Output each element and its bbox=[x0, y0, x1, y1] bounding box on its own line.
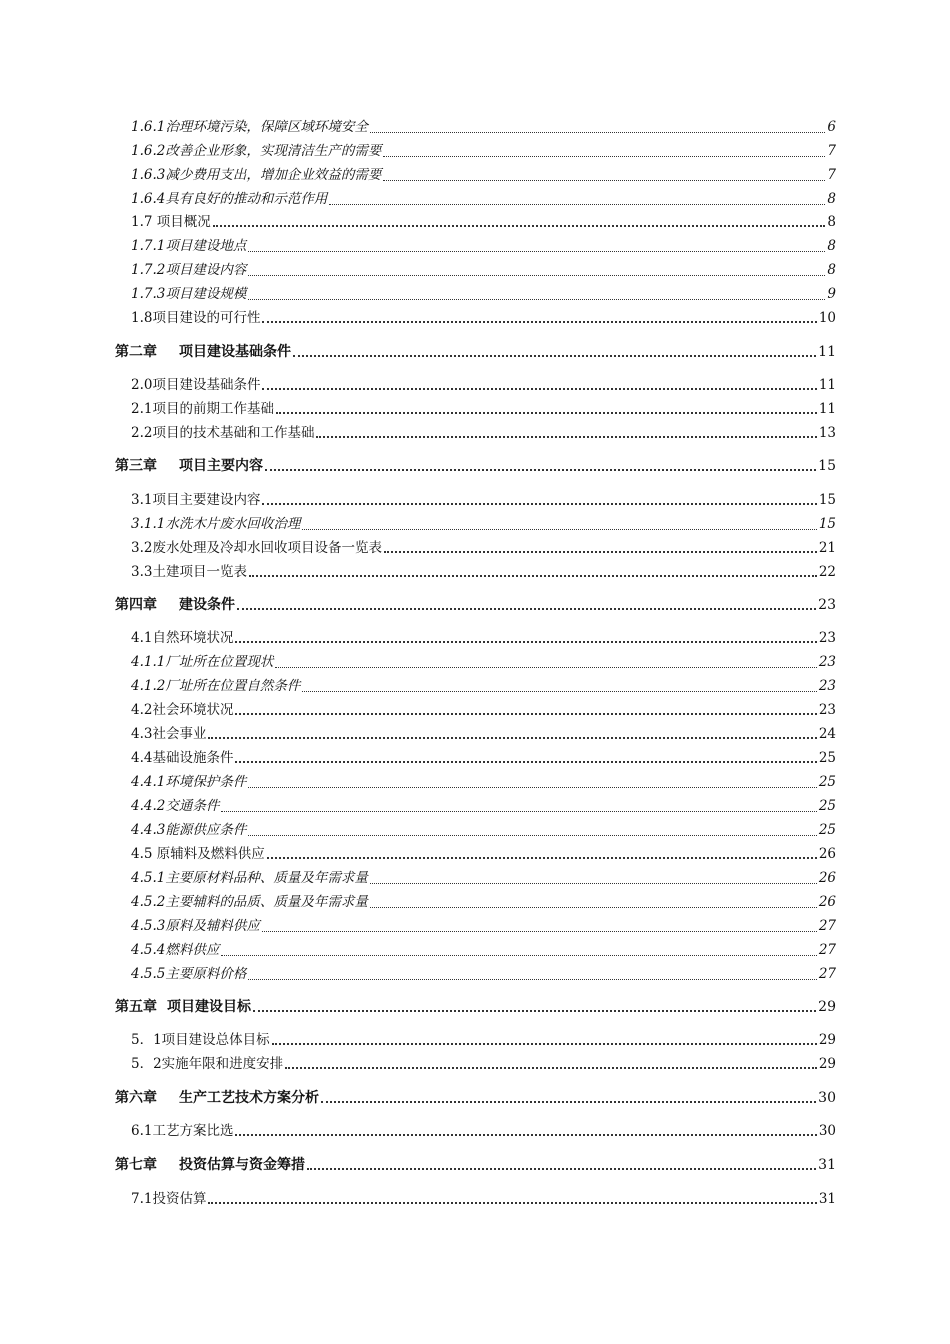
toc-page-number: 13 bbox=[818, 425, 836, 441]
toc-page-number: 7 bbox=[827, 167, 836, 183]
toc-entry-title: 1.6.4具有良好的推动和示范作用 bbox=[131, 191, 328, 207]
dot-leader bbox=[275, 667, 816, 668]
toc-entry-title: 7.1投资估算 bbox=[131, 1191, 207, 1207]
toc-entry-title: 2.0项目建设基础条件 bbox=[131, 377, 261, 393]
toc-entry[interactable] bbox=[131, 1030, 836, 1050]
toc-entry-title: 4.3社会事业 bbox=[131, 726, 207, 742]
toc-page-number: 8 bbox=[827, 214, 836, 230]
toc-page-number: 11 bbox=[818, 344, 836, 360]
toc-page-number: 23 bbox=[818, 597, 836, 613]
toc-entry-title: 4.5.4燃料供应 bbox=[131, 942, 220, 958]
dot-leader bbox=[302, 691, 816, 692]
toc-entry-title: 3.1.1水洗木片废水回收治理 bbox=[131, 516, 301, 532]
dot-leader bbox=[262, 321, 816, 323]
toc-entry-title bbox=[115, 342, 291, 362]
toc-entry[interactable] bbox=[131, 748, 836, 768]
toc-entry[interactable] bbox=[131, 490, 836, 510]
toc-page-number: 15 bbox=[818, 458, 836, 474]
toc-entry-title: 4.5.5主要原料价格 bbox=[131, 966, 247, 982]
toc-entry-title bbox=[115, 1155, 305, 1175]
toc-entry[interactable] bbox=[131, 676, 836, 696]
dot-leader bbox=[248, 835, 816, 836]
toc-entry[interactable] bbox=[131, 724, 836, 744]
toc-page-number: 26 bbox=[818, 846, 836, 862]
dot-leader bbox=[276, 412, 817, 414]
toc-page-number: 27 bbox=[818, 918, 836, 934]
toc-entry[interactable] bbox=[131, 1054, 836, 1074]
toc-entry[interactable] bbox=[131, 514, 836, 534]
toc-entry-title: 1.6.1治理环境污染，保障区域环境安全 bbox=[131, 119, 368, 135]
dot-leader bbox=[213, 225, 826, 227]
toc-page-number: 23 bbox=[818, 678, 836, 694]
toc-page-number: 23 bbox=[818, 702, 836, 718]
chapter-title: 建设条件 bbox=[179, 597, 235, 613]
toc-page-number: 15 bbox=[818, 492, 836, 508]
toc-entry-title: 4.5.1主要原材料品种、质量及年需求量 bbox=[131, 870, 368, 886]
toc-page-number: 24 bbox=[818, 726, 836, 742]
toc-chapter-entry[interactable] bbox=[115, 342, 836, 362]
dot-leader bbox=[383, 180, 825, 181]
toc-entry[interactable] bbox=[131, 916, 836, 936]
toc-page-number: 27 bbox=[818, 966, 836, 982]
toc-entry-title: 1.7.1项目建设地点 bbox=[131, 238, 247, 254]
toc-entry-title: 4.5.3原料及辅料供应 bbox=[131, 918, 260, 934]
dot-leader bbox=[370, 907, 817, 908]
dot-leader bbox=[383, 156, 825, 157]
dot-leader bbox=[262, 931, 817, 932]
chapter-number: 第五章 bbox=[115, 999, 157, 1015]
dot-leader bbox=[253, 1010, 816, 1012]
toc-page-number: 31 bbox=[818, 1191, 836, 1207]
toc-page-number: 25 bbox=[818, 750, 836, 766]
dot-leader bbox=[248, 299, 825, 300]
toc-entry-title: 4.1.1厂址所在位置现状 bbox=[131, 654, 274, 670]
dot-leader bbox=[321, 1101, 816, 1103]
toc-page-number: 29 bbox=[818, 1056, 836, 1072]
toc-page-number: 8 bbox=[827, 238, 836, 254]
toc-entry[interactable] bbox=[131, 772, 836, 792]
dot-leader bbox=[248, 275, 825, 276]
toc-page-number: 10 bbox=[818, 310, 836, 326]
chapter-number: 第三章 bbox=[115, 458, 157, 474]
dot-leader bbox=[208, 737, 816, 739]
toc-entry[interactable] bbox=[131, 236, 836, 256]
toc-page-number: 25 bbox=[818, 798, 836, 814]
dot-leader bbox=[370, 883, 817, 884]
toc-entry[interactable] bbox=[131, 212, 836, 232]
toc-page-number: 8 bbox=[827, 191, 836, 207]
dot-leader bbox=[221, 811, 816, 812]
toc-entry[interactable] bbox=[131, 562, 836, 582]
toc-entry-title: 5．2实施年限和进度安排 bbox=[131, 1056, 284, 1072]
toc-entry[interactable] bbox=[131, 308, 836, 328]
chapter-title: 项目建设目标 bbox=[167, 999, 251, 1015]
toc-entry[interactable] bbox=[131, 892, 836, 912]
toc-entry[interactable] bbox=[131, 700, 836, 720]
toc-page-number: 31 bbox=[818, 1157, 836, 1173]
dot-leader bbox=[265, 469, 816, 471]
toc-entry[interactable] bbox=[131, 399, 836, 419]
toc-page-number: 25 bbox=[818, 774, 836, 790]
toc-chapter-entry[interactable] bbox=[115, 595, 836, 615]
toc-page-number: 8 bbox=[827, 262, 836, 278]
toc-entry[interactable] bbox=[131, 141, 836, 161]
toc-entry[interactable] bbox=[131, 796, 836, 816]
toc-page-number: 23 bbox=[818, 654, 836, 670]
dot-leader bbox=[249, 575, 817, 577]
dot-leader bbox=[384, 551, 817, 553]
toc-entry-title: 1.8项目建设的可行性 bbox=[131, 310, 261, 326]
toc-chapter-entry[interactable] bbox=[115, 1088, 836, 1108]
toc-page-number: 29 bbox=[818, 1032, 836, 1048]
dot-leader bbox=[235, 1134, 816, 1136]
toc-entry-title: 4.4基础设施条件 bbox=[131, 750, 234, 766]
toc-entry-title: 4.2社会环境状况 bbox=[131, 702, 234, 718]
toc-page-number: 15 bbox=[818, 516, 836, 532]
toc-entry-title: 2.1项目的前期工作基础 bbox=[131, 401, 274, 417]
dot-leader bbox=[370, 132, 826, 133]
dot-leader bbox=[248, 979, 816, 980]
toc-chapter-entry[interactable] bbox=[115, 997, 836, 1017]
toc-entry-title: 6.1工艺方案比选 bbox=[131, 1123, 234, 1139]
dot-leader bbox=[267, 857, 817, 859]
toc-page-number: 30 bbox=[818, 1090, 836, 1106]
toc-entry[interactable] bbox=[131, 375, 836, 395]
toc-entry-title: 3.1项目主要建设内容 bbox=[131, 492, 261, 508]
chapter-title: 项目主要内容 bbox=[179, 458, 263, 474]
toc-page-number: 26 bbox=[818, 870, 836, 886]
dot-leader bbox=[262, 503, 816, 505]
toc-page-number: 30 bbox=[818, 1123, 836, 1139]
toc-entry-title: 4.4.1环境保护条件 bbox=[131, 774, 247, 790]
toc-entry-title bbox=[115, 1088, 319, 1108]
toc-page-number: 21 bbox=[818, 540, 836, 556]
chapter-title: 生产工艺技术方案分析 bbox=[179, 1090, 319, 1106]
toc-page-number: 22 bbox=[818, 564, 836, 580]
dot-leader bbox=[316, 436, 816, 438]
dot-leader bbox=[221, 955, 816, 956]
toc-entry[interactable] bbox=[131, 423, 836, 443]
toc-entry[interactable] bbox=[131, 652, 836, 672]
dot-leader bbox=[285, 1067, 817, 1069]
toc-page-number: 27 bbox=[818, 942, 836, 958]
toc-entry[interactable] bbox=[131, 165, 836, 185]
toc-entry-title bbox=[115, 456, 263, 476]
toc-entry-title: 4.4.2交通条件 bbox=[131, 798, 220, 814]
toc-entry-title: 1.6.3减少费用支出，增加企业效益的需要 bbox=[131, 167, 382, 183]
chapter-title: 项目建设基础条件 bbox=[179, 344, 291, 360]
toc-page-number: 11 bbox=[818, 377, 836, 393]
toc-entry-title: 1.6.2改善企业形象，实现清洁生产的需要 bbox=[131, 143, 382, 159]
toc-entry-title: 5．1项目建设总体目标 bbox=[131, 1032, 270, 1048]
toc-entry[interactable] bbox=[131, 628, 836, 648]
toc-page-number: 7 bbox=[827, 143, 836, 159]
dot-leader bbox=[248, 251, 825, 252]
toc-entry[interactable] bbox=[131, 940, 836, 960]
dot-leader bbox=[293, 355, 816, 357]
toc-entry-title: 4.1自然环境状况 bbox=[131, 630, 234, 646]
toc-entry[interactable] bbox=[131, 1189, 836, 1209]
toc-entry-title: 4.5.2主要辅料的品质、质量及年需求量 bbox=[131, 894, 368, 910]
toc-entry-title: 1.7.3项目建设规模 bbox=[131, 286, 247, 302]
dot-leader bbox=[272, 1043, 817, 1045]
toc-entry-title: 4.1.2厂址所在位置自然条件 bbox=[131, 678, 301, 694]
chapter-number: 第六章 bbox=[115, 1090, 157, 1106]
toc-entry-title: 3.2废水处理及冷却水回收项目设备一览表 bbox=[131, 540, 382, 556]
dot-leader bbox=[208, 1202, 816, 1204]
dot-leader bbox=[302, 529, 816, 530]
toc-entry-title bbox=[115, 595, 235, 615]
dot-leader bbox=[235, 713, 816, 715]
dot-leader bbox=[237, 608, 816, 610]
toc-entry[interactable] bbox=[131, 538, 836, 558]
toc-entry[interactable] bbox=[131, 284, 836, 304]
toc-entry-title: 3.3土建项目一览表 bbox=[131, 564, 247, 580]
toc-entry-title: 2.2项目的技术基础和工作基础 bbox=[131, 425, 315, 441]
chapter-number: 第四章 bbox=[115, 597, 157, 613]
toc-entry-title: 1.7.2项目建设内容 bbox=[131, 262, 247, 278]
toc-page-number: 23 bbox=[818, 630, 836, 646]
toc-page-number: 6 bbox=[827, 119, 836, 135]
toc-page-number: 11 bbox=[818, 401, 836, 417]
dot-leader bbox=[235, 641, 816, 643]
toc-entry[interactable] bbox=[131, 1121, 836, 1141]
toc-chapter-entry[interactable] bbox=[115, 1155, 836, 1175]
chapter-title: 投资估算与资金筹措 bbox=[179, 1157, 305, 1173]
toc-page-number: 25 bbox=[818, 822, 836, 838]
toc-entry[interactable] bbox=[131, 820, 836, 840]
toc-entry[interactable] bbox=[131, 844, 836, 864]
dot-leader bbox=[248, 787, 816, 788]
dot-leader bbox=[235, 761, 816, 763]
toc-entry[interactable] bbox=[131, 189, 836, 209]
chapter-number: 第二章 bbox=[115, 344, 157, 360]
toc-chapter-entry[interactable] bbox=[115, 456, 836, 476]
dot-leader bbox=[329, 204, 825, 205]
chapter-number: 第七章 bbox=[115, 1157, 157, 1173]
dot-leader bbox=[262, 388, 816, 390]
toc-page-number: 29 bbox=[818, 999, 836, 1015]
toc-entry-title: 4.4.3能源供应条件 bbox=[131, 822, 247, 838]
toc-entry[interactable] bbox=[131, 117, 836, 137]
toc-page-number: 9 bbox=[827, 286, 836, 302]
toc-entry[interactable] bbox=[131, 260, 836, 280]
toc-entry[interactable] bbox=[131, 964, 836, 984]
toc-entry-title bbox=[115, 997, 251, 1017]
dot-leader bbox=[307, 1168, 816, 1170]
toc-entry[interactable] bbox=[131, 868, 836, 888]
toc-entry-title: 4.5 原辅料及燃料供应 bbox=[131, 846, 265, 862]
toc-entry-title: 1.7 项目概况 bbox=[131, 214, 211, 230]
toc-page-number: 26 bbox=[818, 894, 836, 910]
